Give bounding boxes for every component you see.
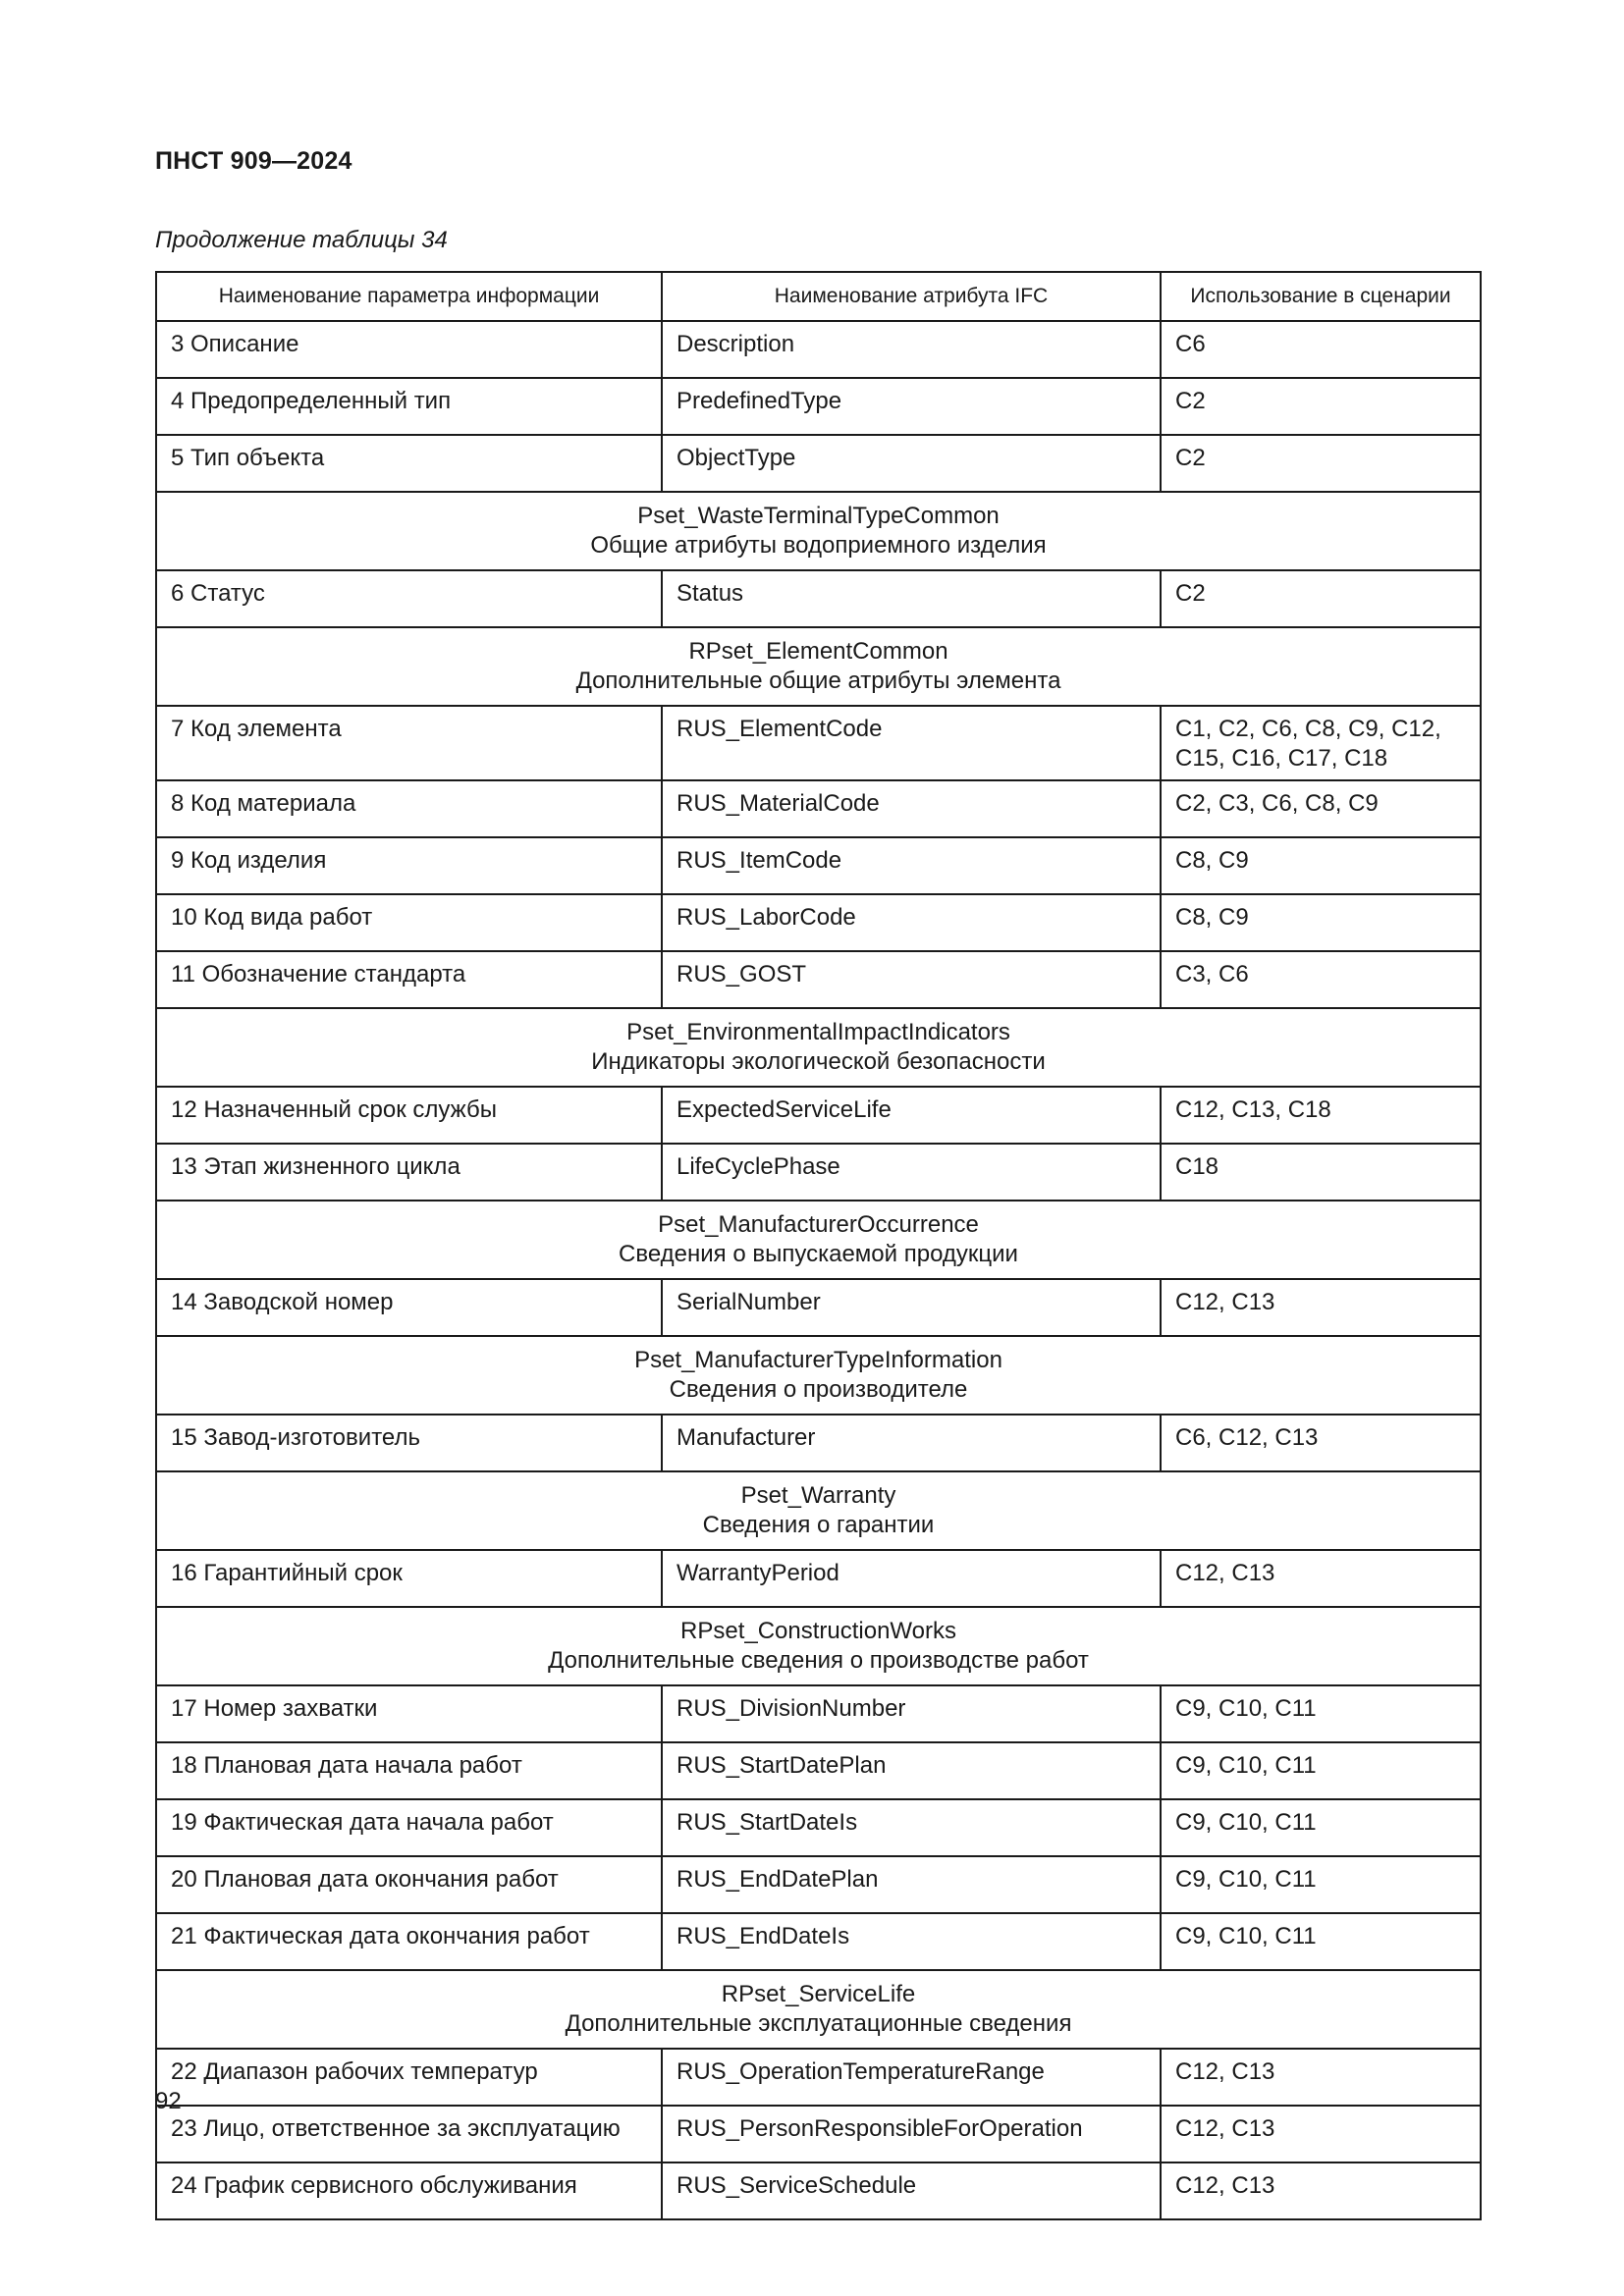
property-set-description: Индикаторы экологической безопасности xyxy=(591,1048,1046,1075)
scenario-usage-cell: C2 xyxy=(1161,570,1481,627)
ifc-attribute-cell: RUS_DivisionNumber xyxy=(662,1685,1161,1742)
parameter-name-cell: 6 Статус xyxy=(156,570,662,627)
scenario-usage-cell: C8, C9 xyxy=(1161,894,1481,951)
scenario-usage-cell: C12, C13 xyxy=(1161,2163,1481,2219)
ifc-attribute-cell: RUS_ElementCode xyxy=(662,706,1161,780)
table-row xyxy=(156,378,1481,435)
ifc-attribute-cell: WarrantyPeriod xyxy=(662,1550,1161,1607)
table-body xyxy=(156,321,1481,2219)
property-set-row xyxy=(156,1008,1481,1087)
property-set-row xyxy=(156,492,1481,570)
table-row xyxy=(156,1742,1481,1799)
ifc-attribute-cell: RUS_StartDateIs xyxy=(662,1799,1161,1856)
table-row xyxy=(156,435,1481,492)
ifc-attribute-cell: PredefinedType xyxy=(662,378,1161,435)
scenario-usage-cell: C6, C12, C13 xyxy=(1161,1415,1481,1471)
parameters-table xyxy=(155,271,1482,2220)
parameter-name-cell: 3 Описание xyxy=(156,321,662,378)
property-set-row xyxy=(156,1471,1481,1550)
parameter-name-cell: 20 Плановая дата окончания работ xyxy=(156,1856,662,1913)
ifc-attribute-cell: RUS_EndDatePlan xyxy=(662,1856,1161,1913)
property-set-name: RPset_ServiceLife xyxy=(721,1981,916,2007)
property-set-name: RPset_ConstructionWorks xyxy=(680,1618,956,1644)
scenario-usage-cell: C8, C9 xyxy=(1161,837,1481,894)
property-set-row xyxy=(156,1607,1481,1685)
parameter-name-cell: 22 Диапазон рабочих температур xyxy=(156,2049,662,2106)
property-set-row xyxy=(156,627,1481,706)
ifc-attribute-cell: RUS_PersonResponsibleForOperation xyxy=(662,2106,1161,2163)
table-row xyxy=(156,570,1481,627)
table-caption: Продолжение таблицы 34 xyxy=(155,227,448,253)
parameter-name-cell: 23 Лицо, ответственное за эксплуатацию xyxy=(156,2106,662,2163)
scenario-usage-cell: C9, C10, C11 xyxy=(1161,1799,1481,1856)
parameter-name-cell: 9 Код изделия xyxy=(156,837,662,894)
page-number: 92 xyxy=(155,2088,182,2114)
table-row xyxy=(156,780,1481,837)
scenario-usage-cell: C9, C10, C11 xyxy=(1161,1685,1481,1742)
scenario-usage-cell: C2 xyxy=(1161,378,1481,435)
ifc-attribute-cell: ExpectedServiceLife xyxy=(662,1087,1161,1144)
scenario-usage-cell: C9, C10, C11 xyxy=(1161,1913,1481,1970)
table-row xyxy=(156,1856,1481,1913)
ifc-attribute-cell: RUS_EndDateIs xyxy=(662,1913,1161,1970)
table-row xyxy=(156,2163,1481,2219)
ifc-attribute-cell: RUS_GOST xyxy=(662,951,1161,1008)
property-set-description: Сведения о производителе xyxy=(669,1376,968,1403)
parameter-name-cell: 10 Код вида работ xyxy=(156,894,662,951)
table-row xyxy=(156,1913,1481,1970)
scenario-usage-cell: C12, C13 xyxy=(1161,2106,1481,2163)
parameter-name-cell: 7 Код элемента xyxy=(156,706,662,780)
ifc-attribute-cell: RUS_LaborCode xyxy=(662,894,1161,951)
property-set-name: Pset_ManufacturerTypeInformation xyxy=(634,1347,1002,1373)
parameter-name-cell: 5 Тип объекта xyxy=(156,435,662,492)
parameter-name-cell: 13 Этап жизненного цикла xyxy=(156,1144,662,1201)
scenario-usage-cell: C2, C3, C6, C8, C9 xyxy=(1161,780,1481,837)
table-row xyxy=(156,1550,1481,1607)
scenario-usage-cell: C18 xyxy=(1161,1144,1481,1201)
ifc-attribute-cell: RUS_ItemCode xyxy=(662,837,1161,894)
property-set-row xyxy=(156,1336,1481,1415)
property-set-name: Pset_ManufacturerOccurrence xyxy=(658,1211,979,1238)
scenario-usage-cell: C1, C2, C6, C8, C9, C12, C15, C16, C17, C18 xyxy=(1161,706,1481,780)
parameter-name-cell: 8 Код материала xyxy=(156,780,662,837)
scenario-usage-cell: C12, C13 xyxy=(1161,1550,1481,1607)
property-set-cell xyxy=(156,1607,1481,1685)
scenario-usage-cell: C3, C6 xyxy=(1161,951,1481,1008)
property-set-name: Pset_Warranty xyxy=(740,1482,896,1509)
table-row xyxy=(156,837,1481,894)
ifc-attribute-cell: Description xyxy=(662,321,1161,378)
table-row xyxy=(156,1279,1481,1336)
parameter-name-cell: 21 Фактическая дата окончания работ xyxy=(156,1913,662,1970)
scenario-usage-cell: C6 xyxy=(1161,321,1481,378)
ifc-attribute-cell: RUS_OperationTemperatureRange xyxy=(662,2049,1161,2106)
header-ifc-attribute: Наименование атрибута IFC xyxy=(662,272,1161,321)
table-row xyxy=(156,1415,1481,1471)
parameter-name-cell: 19 Фактическая дата начала работ xyxy=(156,1799,662,1856)
ifc-attribute-cell: RUS_ServiceSchedule xyxy=(662,2163,1161,2219)
header-parameter-name: Наименование параметра информации xyxy=(156,272,662,321)
property-set-cell xyxy=(156,1970,1481,2049)
header-scenario-usage: Использование в сценарии xyxy=(1161,272,1481,321)
table-row xyxy=(156,894,1481,951)
parameter-name-cell: 17 Номер захватки xyxy=(156,1685,662,1742)
parameter-name-cell: 18 Плановая дата начала работ xyxy=(156,1742,662,1799)
table-row xyxy=(156,1799,1481,1856)
table-row xyxy=(156,2106,1481,2163)
parameter-name-cell: 4 Предопределенный тип xyxy=(156,378,662,435)
property-set-row xyxy=(156,1201,1481,1279)
parameter-name-cell: 15 Завод-изготовитель xyxy=(156,1415,662,1471)
table-header-row xyxy=(156,272,1481,321)
document-code: ПНСТ 909—2024 xyxy=(155,147,352,175)
property-set-cell xyxy=(156,1201,1481,1279)
scenario-usage-cell: C12, C13 xyxy=(1161,2049,1481,2106)
property-set-description: Дополнительные эксплуатационные сведения xyxy=(565,2010,1072,2037)
property-set-description: Дополнительные общие атрибуты элемента xyxy=(575,667,1061,694)
property-set-description: Сведения о выпускаемой продукции xyxy=(619,1241,1018,1267)
property-set-cell xyxy=(156,1336,1481,1415)
ifc-attribute-cell: SerialNumber xyxy=(662,1279,1161,1336)
ifc-attribute-cell: RUS_MaterialCode xyxy=(662,780,1161,837)
property-set-cell xyxy=(156,492,1481,570)
table-row xyxy=(156,1087,1481,1144)
property-set-cell xyxy=(156,1471,1481,1550)
scenario-usage-cell: C9, C10, C11 xyxy=(1161,1856,1481,1913)
parameter-name-cell: 24 График сервисного обслуживания xyxy=(156,2163,662,2219)
scenario-usage-cell: C9, C10, C11 xyxy=(1161,1742,1481,1799)
property-set-name: Pset_WasteTerminalTypeCommon xyxy=(637,503,1000,529)
ifc-attribute-cell: ObjectType xyxy=(662,435,1161,492)
ifc-attribute-cell: RUS_StartDatePlan xyxy=(662,1742,1161,1799)
table-row xyxy=(156,1144,1481,1201)
scenario-usage-cell: C2 xyxy=(1161,435,1481,492)
property-set-description: Общие атрибуты водоприемного изделия xyxy=(590,532,1047,559)
ifc-attribute-cell: LifeCyclePhase xyxy=(662,1144,1161,1201)
property-set-description: Дополнительные сведения о производстве работ xyxy=(548,1647,1089,1674)
ifc-attribute-cell: Manufacturer xyxy=(662,1415,1161,1471)
parameter-name-cell: 11 Обозначение стандарта xyxy=(156,951,662,1008)
table-row xyxy=(156,2049,1481,2106)
scenario-usage-cell: C12, C13 xyxy=(1161,1279,1481,1336)
parameter-name-cell: 12 Назначенный срок службы xyxy=(156,1087,662,1144)
ifc-attribute-cell: Status xyxy=(662,570,1161,627)
property-set-name: Pset_EnvironmentalImpactIndicators xyxy=(626,1019,1010,1045)
property-set-description: Сведения о гарантии xyxy=(702,1512,935,1538)
table-row xyxy=(156,321,1481,378)
property-set-name: RPset_ElementCommon xyxy=(688,638,948,665)
property-set-row xyxy=(156,1970,1481,2049)
property-set-cell xyxy=(156,1008,1481,1087)
property-set-cell xyxy=(156,627,1481,706)
parameter-name-cell: 14 Заводской номер xyxy=(156,1279,662,1336)
table-row xyxy=(156,951,1481,1008)
table-row xyxy=(156,1685,1481,1742)
scenario-usage-cell: C12, C13, C18 xyxy=(1161,1087,1481,1144)
table-row xyxy=(156,706,1481,780)
parameter-name-cell: 16 Гарантийный срок xyxy=(156,1550,662,1607)
